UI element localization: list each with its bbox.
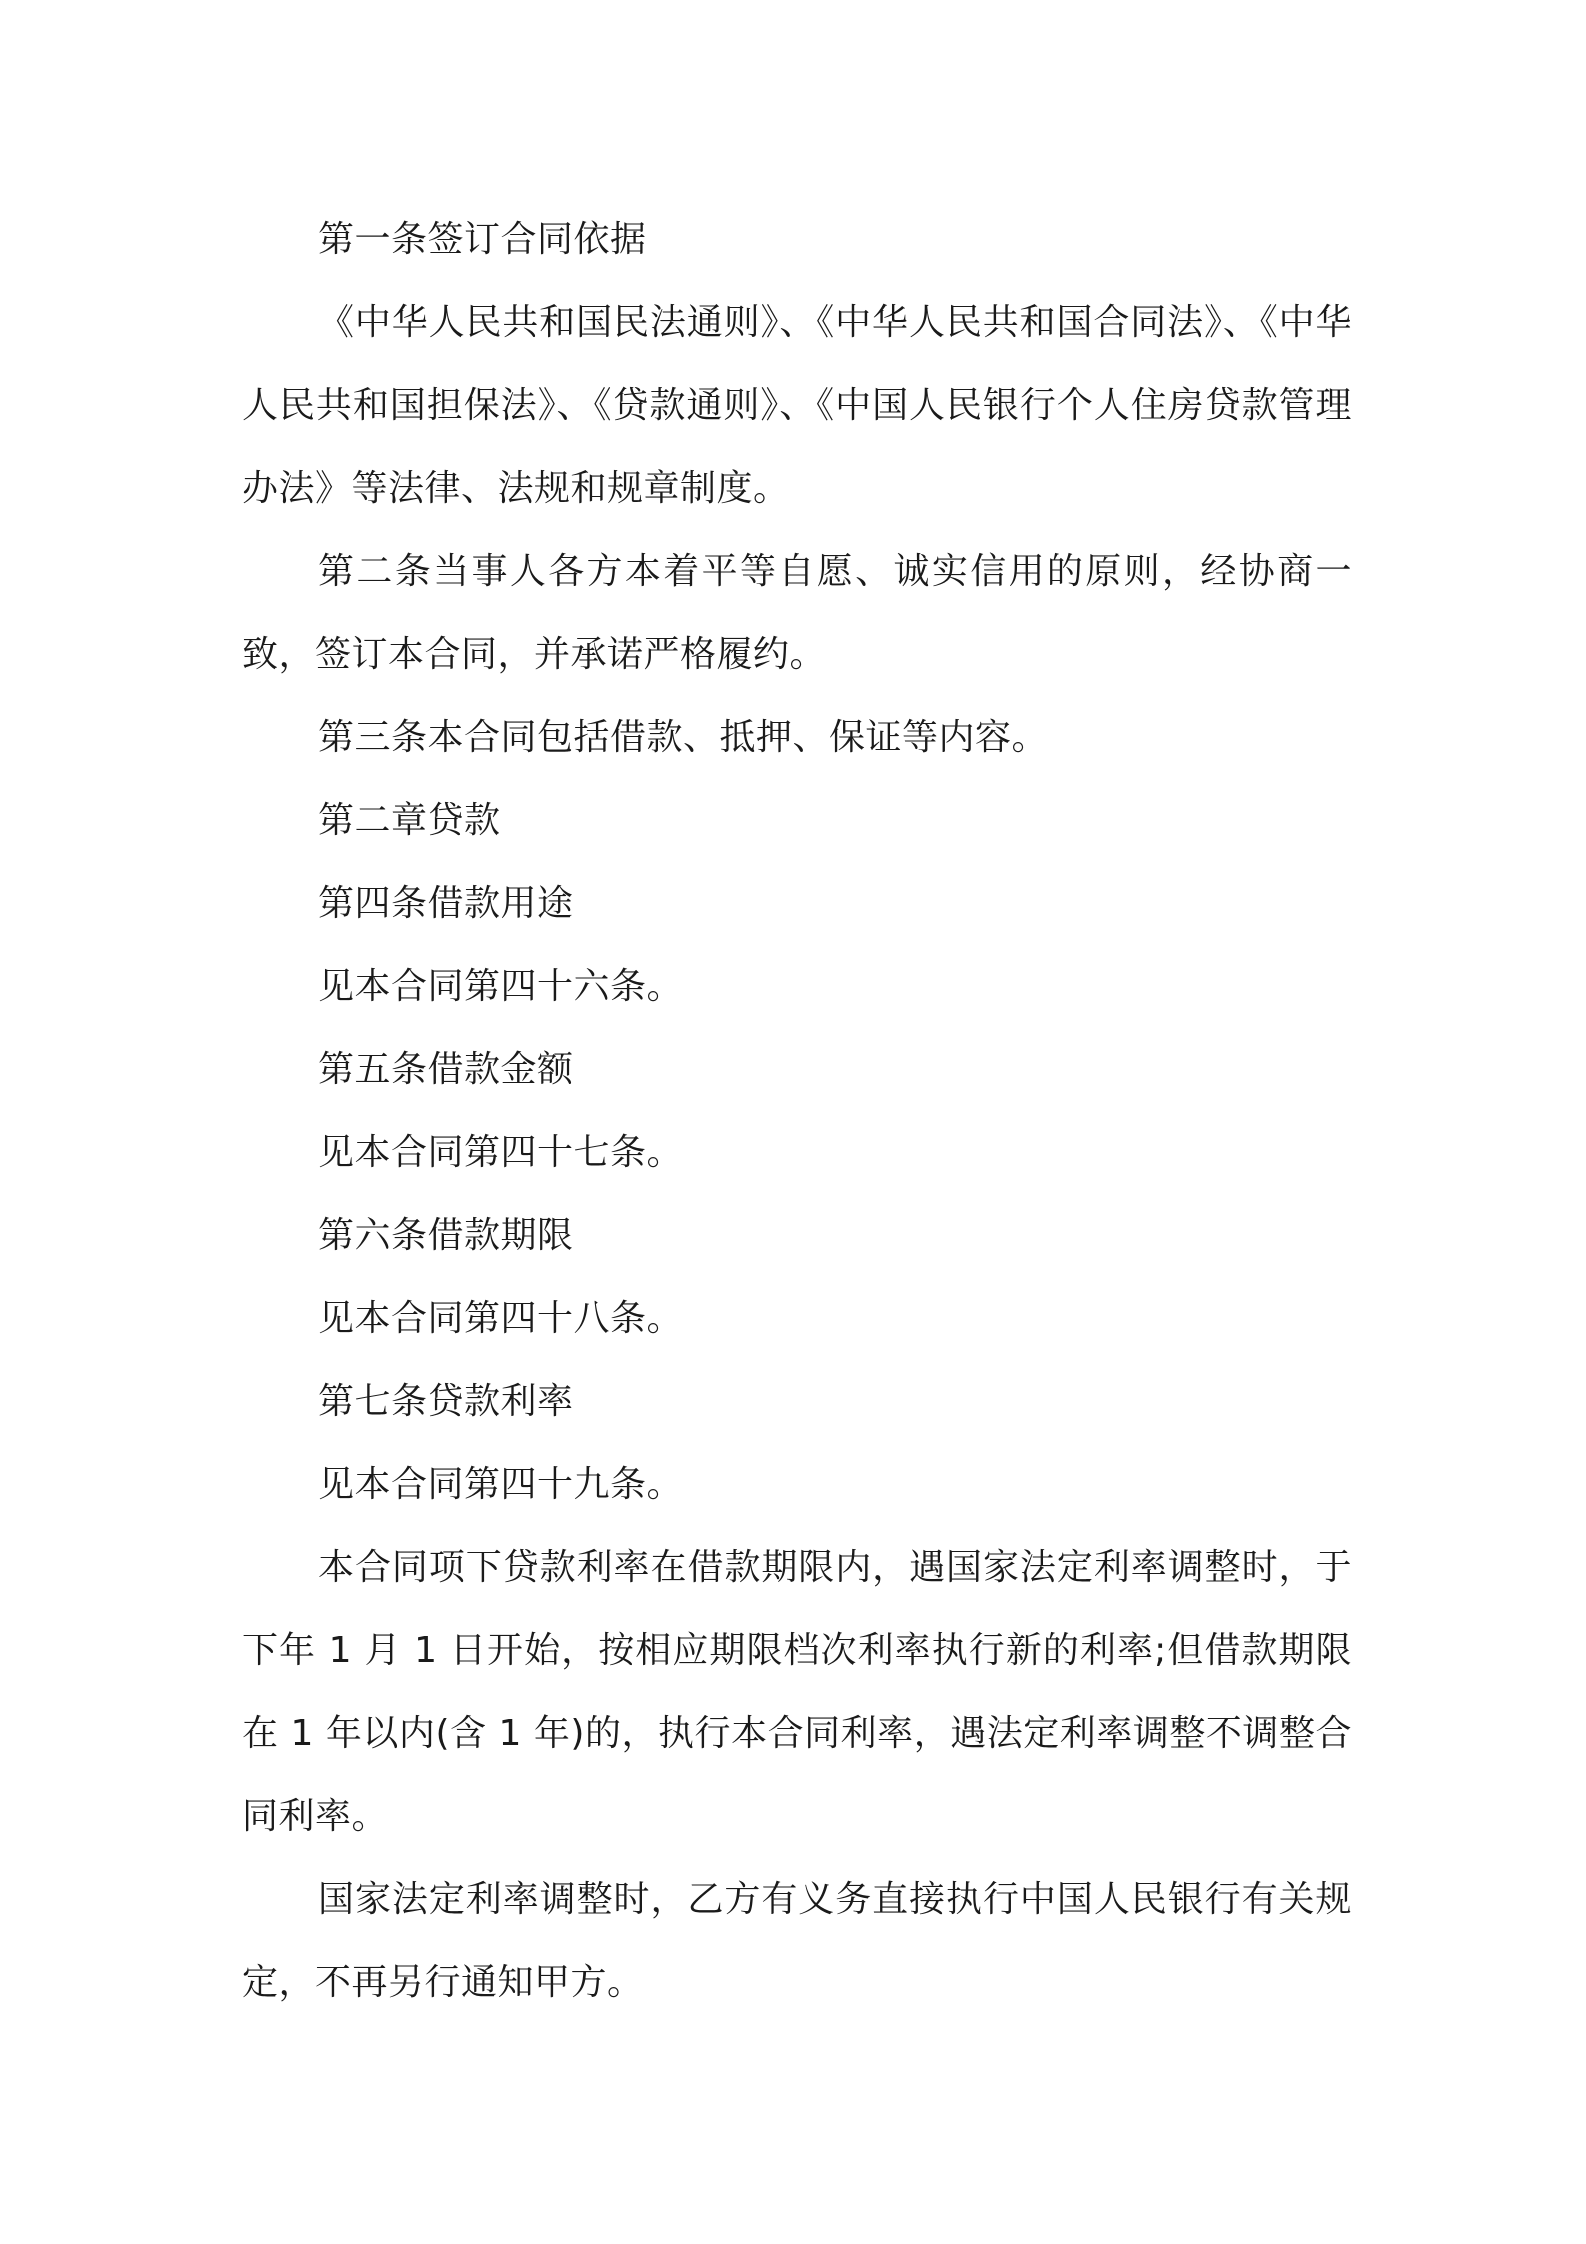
paragraph-article-2: 第二条当事人各方本着平等自愿、诚实信用的原则，经协商一致，签订本合同，并承诺严格履约。 bbox=[242, 551, 1352, 675]
paragraph-article-4-title: 第四条借款用途 bbox=[318, 883, 574, 924]
paragraph-rate-notice: 国家法定利率调整时，乙方有义务直接执行中国人民银行有关规定，不再另行通知甲方。 bbox=[242, 1879, 1352, 2003]
paragraph-article-4-body: 见本合同第四十六条。 bbox=[318, 966, 684, 1007]
paragraph-article-3: 第三条本合同包括借款、抵押、保证等内容。 bbox=[318, 717, 1049, 758]
paragraph-article-7-title: 第七条贷款利率 bbox=[318, 1381, 574, 1422]
paragraph-legal-basis: 《中华人民共和国民法通则》、《中华人民共和国合同法》、《中华人民共和国担保法》、《贷款通则》、《中国人民银行个人住房贷款管理办法》等法律、法规和规章制度。 bbox=[242, 302, 1352, 509]
paragraph-article-6-title: 第六条借款期限 bbox=[318, 1215, 574, 1256]
paragraph-article-5-body: 见本合同第四十七条。 bbox=[318, 1132, 684, 1173]
paragraph-rate-adjustment: 本合同项下贷款利率在借款期限内，遇国家法定利率调整时，于下年 1 月 1 日开始，按相应期限档次利率执行新的利率;但借款期限在 1 年以内(含 1 年)的，执行本合同利率，遇法定利率调整不调整合同利率。 bbox=[242, 1547, 1352, 1837]
paragraph-article-7-body: 见本合同第四十九条。 bbox=[318, 1464, 684, 1505]
paragraph-article-6-body: 见本合同第四十八条。 bbox=[318, 1298, 684, 1339]
paragraph-article-1-title: 第一条签订合同依据 bbox=[318, 219, 647, 260]
paragraph-article-5-title: 第五条借款金额 bbox=[318, 1049, 574, 1090]
chapter-2-heading: 第二章贷款 bbox=[318, 800, 501, 841]
document-body bbox=[242, 198, 1352, 2024]
